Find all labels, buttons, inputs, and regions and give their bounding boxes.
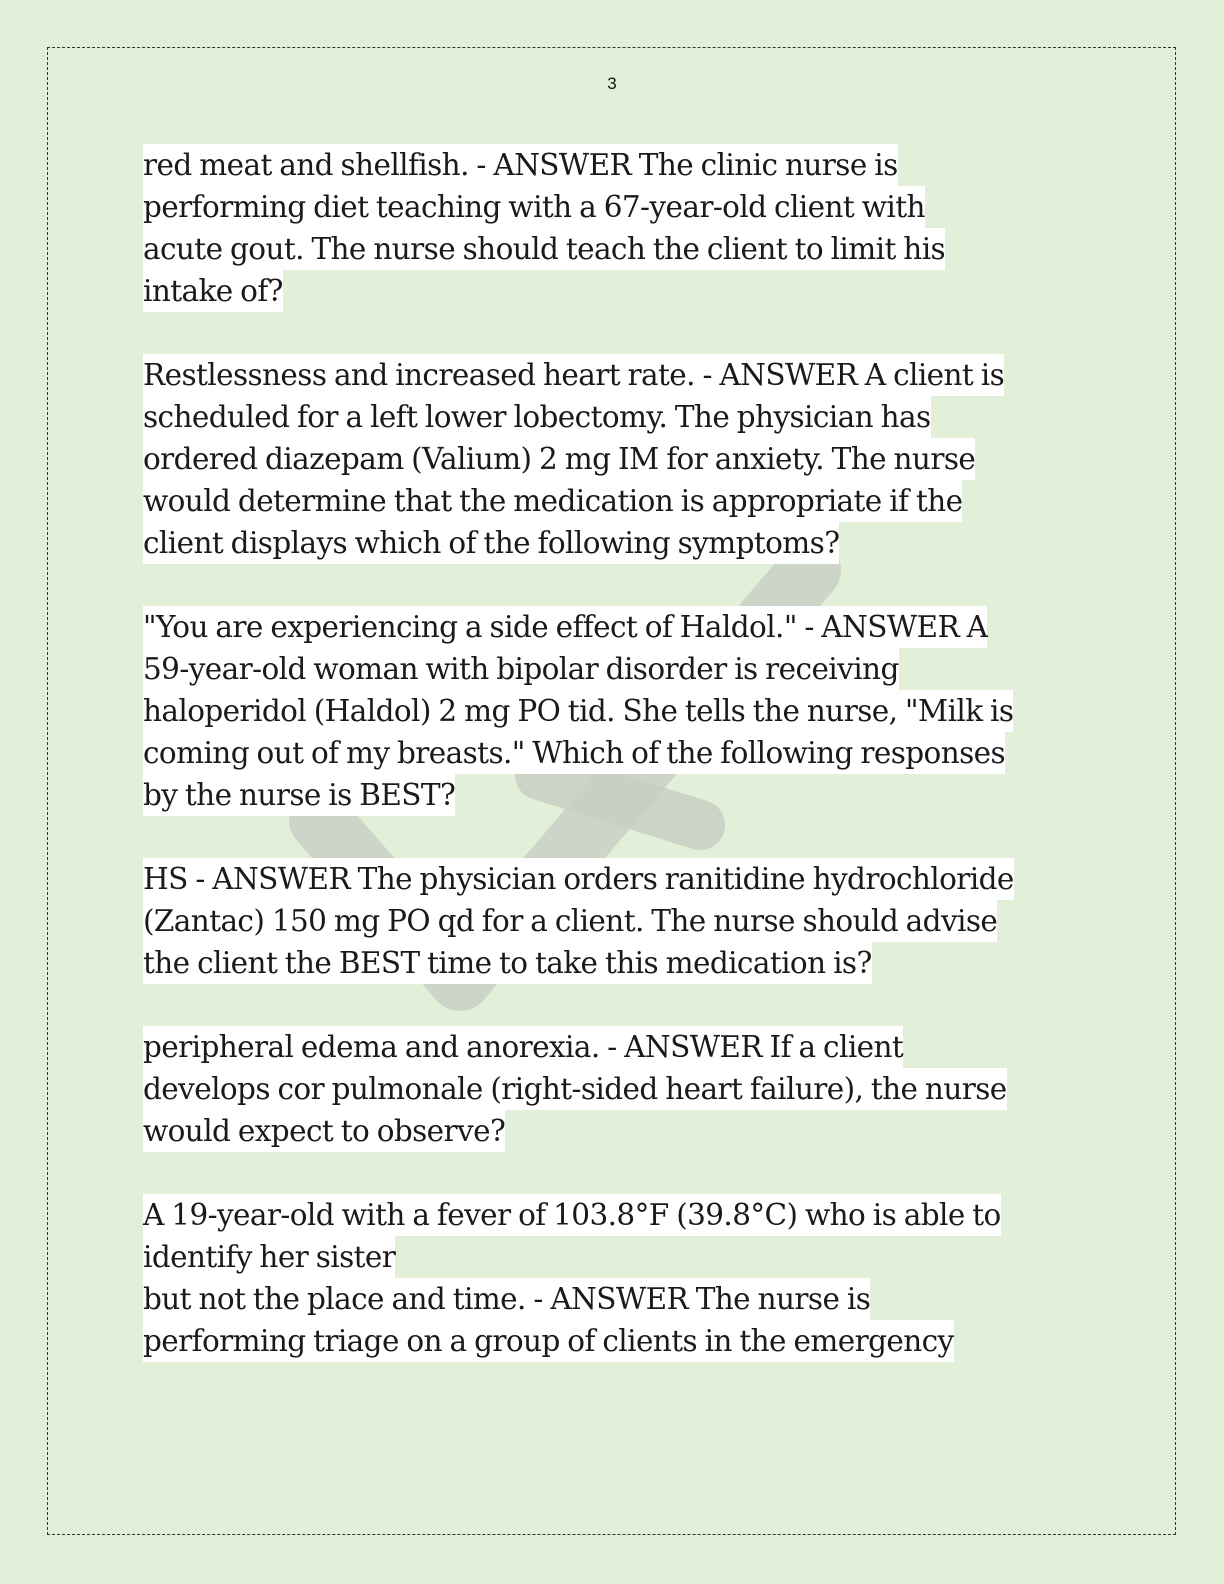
text-line: acute gout. The nurse should teach the client to limit his bbox=[143, 228, 945, 270]
text-line: identify her sister bbox=[143, 1236, 395, 1278]
qa-paragraph bbox=[143, 144, 1088, 312]
text-line: (Zantac) 150 mg PO qd for a client. The nurse should advise bbox=[143, 900, 997, 942]
text-line: client displays which of the following symptoms? bbox=[143, 522, 839, 564]
text-line: performing diet teaching with a 67-year-old client with bbox=[143, 186, 925, 228]
text-line: "You are experiencing a side effect of Haldol." - ANSWER A bbox=[143, 606, 987, 648]
text-line: ordered diazepam (Valium) 2 mg IM for anxiety. The nurse bbox=[143, 438, 975, 480]
page-number: 3 bbox=[607, 74, 617, 93]
text-line: haloperidol (Haldol) 2 mg PO tid. She tells the nurse, "Milk is bbox=[143, 690, 1013, 732]
qa-paragraph bbox=[143, 606, 1088, 816]
text-line: would expect to observe? bbox=[143, 1110, 505, 1152]
qa-paragraph bbox=[143, 354, 1088, 564]
text-line: Restlessness and increased heart rate. - ANSWER A client is bbox=[143, 354, 1004, 396]
text-line: performing triage on a group of clients in the emergency bbox=[143, 1320, 954, 1362]
text-line: would determine that the medication is appropriate if the bbox=[143, 480, 962, 522]
text-line: develops cor pulmonale (right-sided heart failure), the nurse bbox=[143, 1068, 1007, 1110]
text-line: but not the place and time. - ANSWER The nurse is bbox=[143, 1278, 870, 1320]
text-line: HS - ANSWER The physician orders ranitidine hydrochloride bbox=[143, 858, 1014, 900]
qa-paragraph bbox=[143, 1194, 1088, 1362]
text-line: 59-year-old woman with bipolar disorder is receiving bbox=[143, 648, 899, 690]
text-line: intake of? bbox=[143, 270, 283, 312]
text-line: A 19-year-old with a fever of 103.8°F (39.8°C) who is able to bbox=[143, 1194, 1001, 1236]
text-line: the client the BEST time to take this medication is? bbox=[143, 942, 872, 984]
text-line: scheduled for a left lower lobectomy. The physician has bbox=[143, 396, 931, 438]
qa-paragraph bbox=[143, 1026, 1088, 1152]
text-line: coming out of my breasts." Which of the following responses bbox=[143, 732, 1005, 774]
text-line: peripheral edema and anorexia. - ANSWER If a client bbox=[143, 1026, 903, 1068]
text-line: red meat and shellfish. - ANSWER The clinic nurse is bbox=[143, 144, 898, 186]
text-line: by the nurse is BEST? bbox=[143, 774, 455, 816]
qa-paragraph bbox=[143, 858, 1088, 984]
document-body bbox=[143, 144, 1088, 1404]
